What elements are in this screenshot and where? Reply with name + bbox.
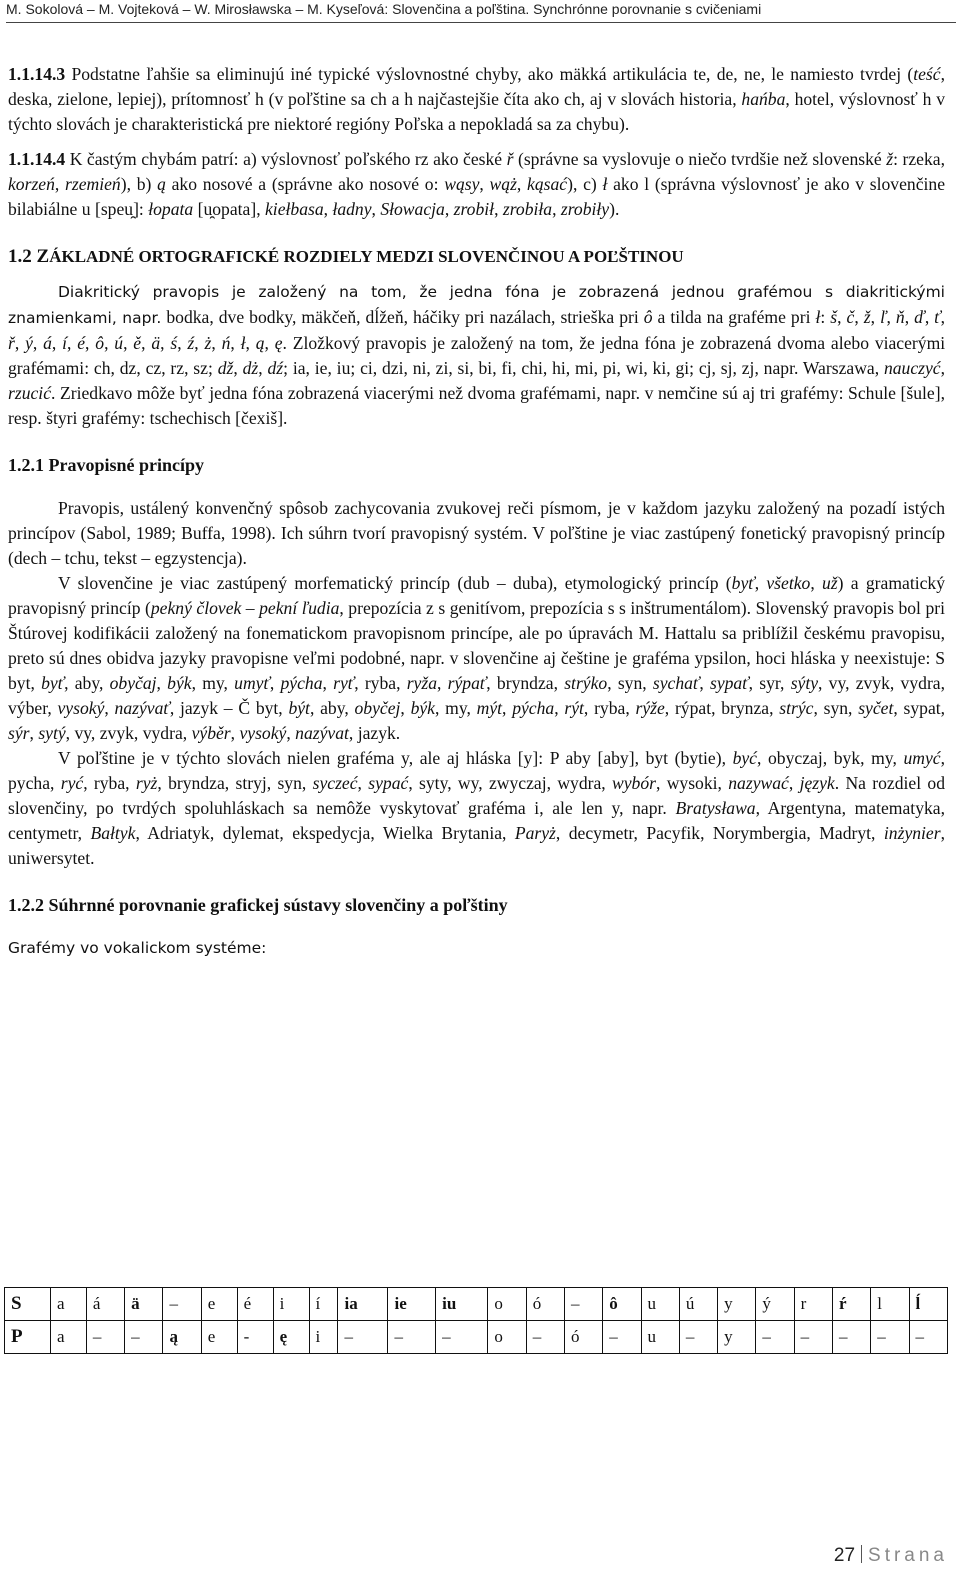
paragraph-1-1-14-4: 1.1.14.4 K častým chybám patrí: a) výslovnosť poľského rz ako české ř (správne sa vyslovuje o niečo tvrdšie než slovenské ž: rzeka, korzeń, rzemień), b) ą ako nosové a (správne ako nosové o: wąsy, wąż, kąsać), c) ł ako l (správna výslovnosť je ako v slovenčine bilabiálne u [speu̯]: łopata [u̯opata], kiełbasa, ładny, Słowacja, zrobił, zrobiła, zrobiły).	[8, 149, 946, 219]
grapheme-cell: ĺ	[909, 1288, 947, 1321]
grapheme-cell: ô	[603, 1288, 641, 1321]
grapheme-cell: a	[50, 1288, 86, 1321]
running-header	[6, 0, 956, 23]
grapheme-cell: á	[86, 1288, 124, 1321]
grapheme-cell: e	[201, 1288, 237, 1321]
grafemy-label: Grafémy vo vokalickom systéme:	[8, 939, 267, 957]
grapheme-cell: o	[488, 1321, 526, 1354]
grapheme-cell: –	[526, 1321, 564, 1354]
grapheme-cell: ý	[756, 1288, 794, 1321]
grapheme-cell: –	[871, 1321, 909, 1354]
grapheme-cell: ä	[125, 1288, 163, 1321]
grapheme-cell: r	[794, 1288, 832, 1321]
grapheme-cell: u	[641, 1288, 679, 1321]
grapheme-table	[4, 1287, 948, 1354]
paragraph-1-1-14-3: 1.1.14.3 Podstatne ľahšie sa eliminujú iné typické výslovnostné chyby, ako mäkká artikulácia te, de, ne, le namiesto tvrdej (teść, deska, zielone, lepiej), prítomnosť h (v poľštine sa ch a h najčastejšie číta ako ch, aj v slovách historia, hańba, hotel, výslovnosť h v týchto slovách je charakteristická pre niektoré regióny Poľska a nepokladá sa za chybu).	[8, 64, 945, 134]
grapheme-cell: a	[50, 1321, 86, 1354]
grapheme-cell: –	[338, 1321, 388, 1354]
grapheme-cell: –	[756, 1321, 794, 1354]
grapheme-cell: i	[273, 1288, 309, 1321]
page-content	[8, 62, 945, 961]
grapheme-cell: -	[237, 1321, 273, 1354]
paragraph-pravopis: Pravopis, ustálený konvenčný spôsob zachycovania zvukovej reči písmom, je v každom jazyku založený na pozadí istých princípov (Sabol, 1989; Buffa, 1998). Ich súhrn tvorí pravopisný systém. V poľštine je viac zastúpený fonetický pravopisný princíp (dech – tchu, tekst – egzystencja).	[8, 498, 945, 568]
grapheme-cell: i	[309, 1321, 338, 1354]
grapheme-cell: ó	[564, 1321, 602, 1354]
page-label: Strana	[868, 1545, 948, 1566]
grapheme-cell: ŕ	[832, 1288, 870, 1321]
heading-1-2-1: 1.2.1 Pravopisné princípy	[8, 455, 205, 475]
grapheme-cell: –	[909, 1321, 947, 1354]
paragraph-polstina: V poľštine je v týchto slovách nielen graféma y, ale aj hláska [y]: P aby [aby], byt (bytie), być, obyczaj, byk, my, umyć, pycha, ryć, ryba, ryż, bryndza, stryj, syn, syczeć, sypać, syty, wy, zwyczaj, wydra, wybór, wysoki, nazywać, język. Na rozdiel od slovenčiny, po tvrdých spoluhláskach sa nemôže vyskytovať graféma i, ale len y, napr. Bratysława, Argentyna, matematyka, centymetr, Bałtyk, Adriatyk, dylemat, ekspedycja, Wielka Brytania, Paryż, decymetr, Pacyfik, Norymbergia, Madryt, inżynier, uniwersytet.	[8, 748, 946, 868]
heading-1-2-initial: Z	[36, 246, 50, 267]
grapheme-cell: ę	[273, 1321, 309, 1354]
paragraph-diakriticky: Diakritický pravopis je založený na tom, že jedna fóna je zobrazená jednou grafémou s diakritickými znamienkami, napr. bodka, dve bodky, mäkčeň, dĺžeň, háčiky pri nazálach, strieška pri ô a tilda na graféme pri ł: š, č, ž, ľ, ň, ď, ť, ř, ý, á, í, é, ô, ú, ě, ä, ś, ź, ż, ń, ł, ą, ę. Zložkový pravopis je založený na tom, že jedna fóna je zobrazená dvoma alebo viacerými grafémami: ch, dz, cz, rz, sz; dž, dż, dź; ia, ie, iu; ci, dzi, ni, zi, si, bi, fi, chi, hi, mi, pi, wi, ki, gi; cj, sj, zj, napr. Warszawa, nauczyć, rzucić. Zriedkavo môže byť jedna fóna zobrazená viacerými než dvoma grafémami, napr. v nemčine sú aj tri grafémy: Schule [šule], resp. štyri grafémy: tschechisch [čexiš].	[8, 283, 946, 428]
header-text: M. Sokolová – M. Vojteková – W. Mirosławska – M. Kyseľová: Slovenčina a poľština. Synchrónne porovnanie s cvičeniami	[6, 1, 762, 17]
grapheme-cell: o	[488, 1288, 526, 1321]
grapheme-cell: y	[718, 1321, 756, 1354]
grapheme-cell: ó	[526, 1288, 564, 1321]
paragraph-slovencina: V slovenčine je viac zastúpený morfematický princíp (dub – duba), etymologický princíp (byť, všetko, už) a gramatický pravopisný princíp (pekný človek – pekní ľudia, prepozícia z s genitívom, prepozícia s s inštrumentálom). Slovenský pravopis bol pri Štúrovej kodifikácii založený na fonematickom pravopisnom princípe, ale po úpravách M. Hattalu sa priblížil českému pravopisu, preto sú dnes obidva jazyky pravopisne veľmi podobné, napr. v slovenčine aj češtine je graféma ypsilon, hoci hláska y neexistuje: S byt, byť, aby, obyčaj, býk, my, umyť, pýcha, ryť, ryba, ryža, rýpať, bryndza, strýko, syn, sychať, sypať, syr, sýty, vy, zvyk, vydra, výber, vysoký, nazývať, jazyk – Č byt, být, aby, obyčej, býk, my, mýt, pýcha, rýt, ryba, rýže, rýpat, brynza, strýc, syn, syčet, sypat, sýr, sytý, vy, zvyk, vydra, výběr, vysoký, nazývat, jazyk.	[8, 573, 946, 743]
grapheme-cell: l	[871, 1288, 909, 1321]
grapheme-cell: –	[86, 1321, 124, 1354]
grapheme-cell: –	[163, 1288, 201, 1321]
grapheme-row-p	[5, 1321, 948, 1354]
grapheme-cell: –	[679, 1321, 717, 1354]
grapheme-cell: –	[388, 1321, 436, 1354]
grapheme-cell: y	[718, 1288, 756, 1321]
grapheme-cell: e	[201, 1321, 237, 1354]
grapheme-table-body	[5, 1288, 948, 1354]
heading-1-2-2: 1.2.2 Súhrnné porovnanie grafickej sústavy slovenčiny a poľštiny	[8, 895, 508, 915]
grapheme-cell: –	[794, 1321, 832, 1354]
grapheme-cell: ą	[163, 1321, 201, 1354]
grapheme-cell: iu	[436, 1288, 488, 1321]
footer-separator	[861, 1545, 862, 1563]
grapheme-cell: í	[309, 1288, 338, 1321]
grapheme-cell: –	[436, 1321, 488, 1354]
grapheme-row-label: S	[5, 1288, 51, 1321]
grapheme-cell: –	[125, 1321, 163, 1354]
page-number: 27	[833, 1545, 856, 1566]
grapheme-cell: –	[832, 1321, 870, 1354]
heading-1-2-number: 1.2	[8, 246, 37, 267]
grapheme-cell: ia	[338, 1288, 388, 1321]
grapheme-cell: –	[564, 1288, 602, 1321]
grapheme-cell: –	[603, 1321, 641, 1354]
heading-1-2	[8, 244, 945, 269]
grapheme-row-s	[5, 1288, 948, 1321]
grapheme-row-label: P	[5, 1321, 51, 1354]
page-footer	[834, 1545, 948, 1567]
grapheme-cell: ie	[388, 1288, 436, 1321]
grapheme-cell: ú	[679, 1288, 717, 1321]
grapheme-cell: é	[237, 1288, 273, 1321]
grapheme-cell: u	[641, 1321, 679, 1354]
heading-1-2-title: ÁKLADNÉ ORTOGRAFICKÉ ROZDIELY MEDZI SLOVENČINOU A POĽŠTINOU	[49, 247, 684, 266]
